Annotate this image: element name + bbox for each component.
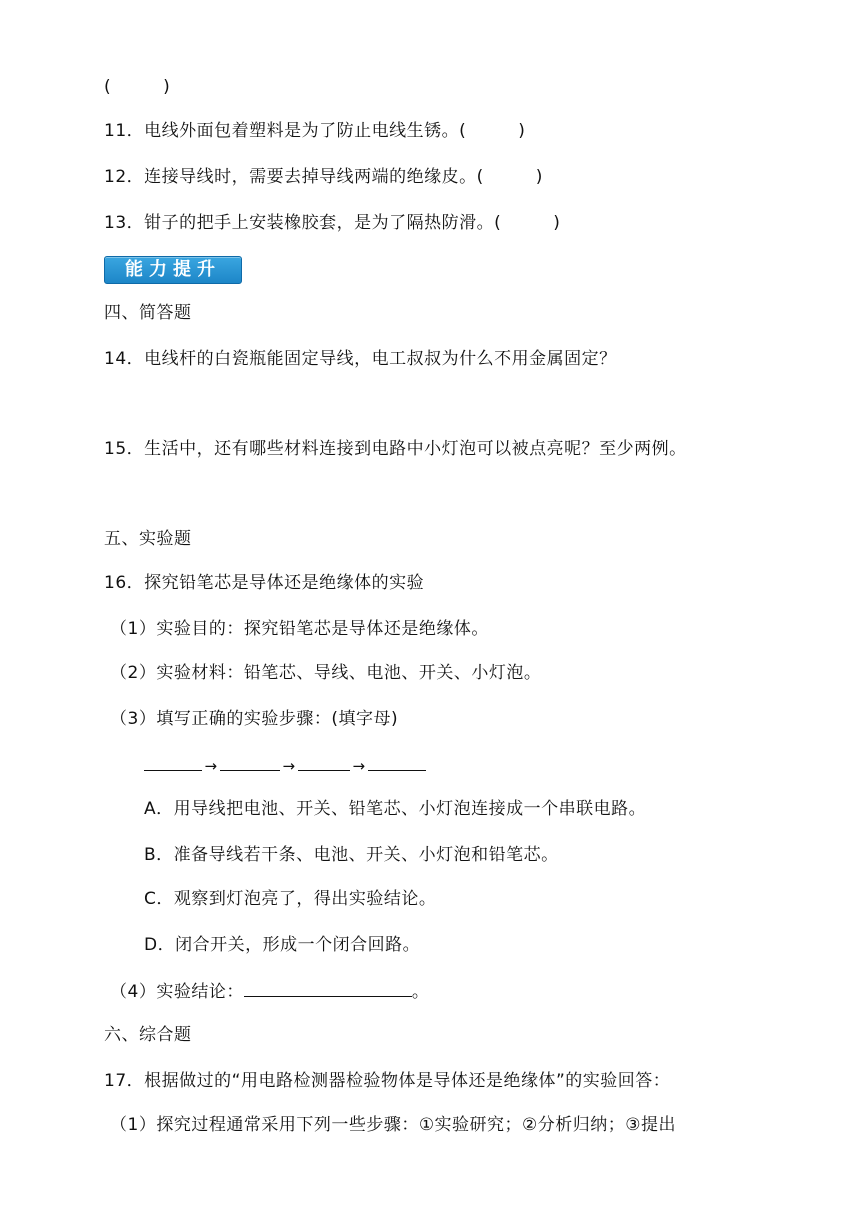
question-15: 15．生活中，还有哪些材料连接到电路中小灯泡可以被点亮呢？至少两例。 [104, 439, 687, 459]
conclusion-label: （4）实验结论： [110, 982, 244, 1002]
bracket-close: ) [518, 121, 526, 141]
arrow-icon: → [352, 757, 366, 775]
bracket-close: ) [553, 213, 561, 233]
question-14: 14．电线杆的白瓷瓶能固定导线，电工叔叔为什么不用金属固定？ [104, 349, 617, 369]
question-16-part-4 [110, 978, 429, 1005]
section-6-title: 六、综合题 [104, 1025, 192, 1045]
bracket-open: ( [104, 77, 112, 97]
option-a: A．用导线把电池、开关、铅笔芯、小灯泡连接成一个串联电路。 [144, 799, 647, 819]
question-17: 17．根据做过的“用电路检测器检验物体是导体还是绝缘体”的实验回答： [104, 1071, 671, 1091]
step-blank-1[interactable] [144, 752, 202, 771]
question-13-text: 13．钳子的把手上安装橡胶套，是为了隔热防滑。( [104, 213, 502, 233]
option-c: C．观察到灯泡亮了，得出实验结论。 [144, 889, 437, 909]
conclusion-blank[interactable] [244, 978, 412, 997]
question-13 [104, 210, 560, 236]
bracket-close: ) [535, 167, 543, 187]
question-17-part-1: （1）探究过程通常采用下列一些步骤：①实验研究；②分析归纳；③提出 [110, 1115, 677, 1135]
arrow-icon: → [282, 757, 296, 775]
question-11-text: 11．电线外面包着塑料是为了防止电线生锈。( [104, 121, 467, 141]
question-16: 16．探究铅笔芯是导体还是绝缘体的实验 [104, 573, 425, 593]
section-4-title: 四、简答题 [104, 303, 192, 323]
question-16-part-3: （3）填写正确的实验步骤：(填字母) [110, 709, 399, 729]
step-blank-4[interactable] [368, 752, 426, 771]
step-blank-2[interactable] [220, 752, 280, 771]
question-16-part-1: （1）实验目的：探究铅笔芯是导体还是绝缘体。 [110, 619, 489, 639]
question-12-text: 12．连接导线时，需要去掉导线两端的绝缘皮。( [104, 167, 484, 187]
bracket-close: ) [163, 77, 171, 97]
ability-improvement-badge: 能力提升 [104, 256, 242, 284]
step-order-blanks [144, 752, 426, 779]
question-11 [104, 118, 525, 144]
q10-answer-bracket [104, 74, 170, 100]
section-5-title: 五、实验题 [104, 529, 192, 549]
step-blank-3[interactable] [298, 752, 350, 771]
arrow-icon: → [204, 757, 218, 775]
question-12 [104, 164, 543, 190]
question-16-part-2: （2）实验材料：铅笔芯、导线、电池、开关、小灯泡。 [110, 663, 542, 683]
option-d: D．闭合开关，形成一个闭合回路。 [144, 935, 421, 955]
conclusion-end: 。 [411, 982, 430, 1002]
option-b: B．准备导线若干条、电池、开关、小灯泡和铅笔芯。 [144, 845, 559, 865]
